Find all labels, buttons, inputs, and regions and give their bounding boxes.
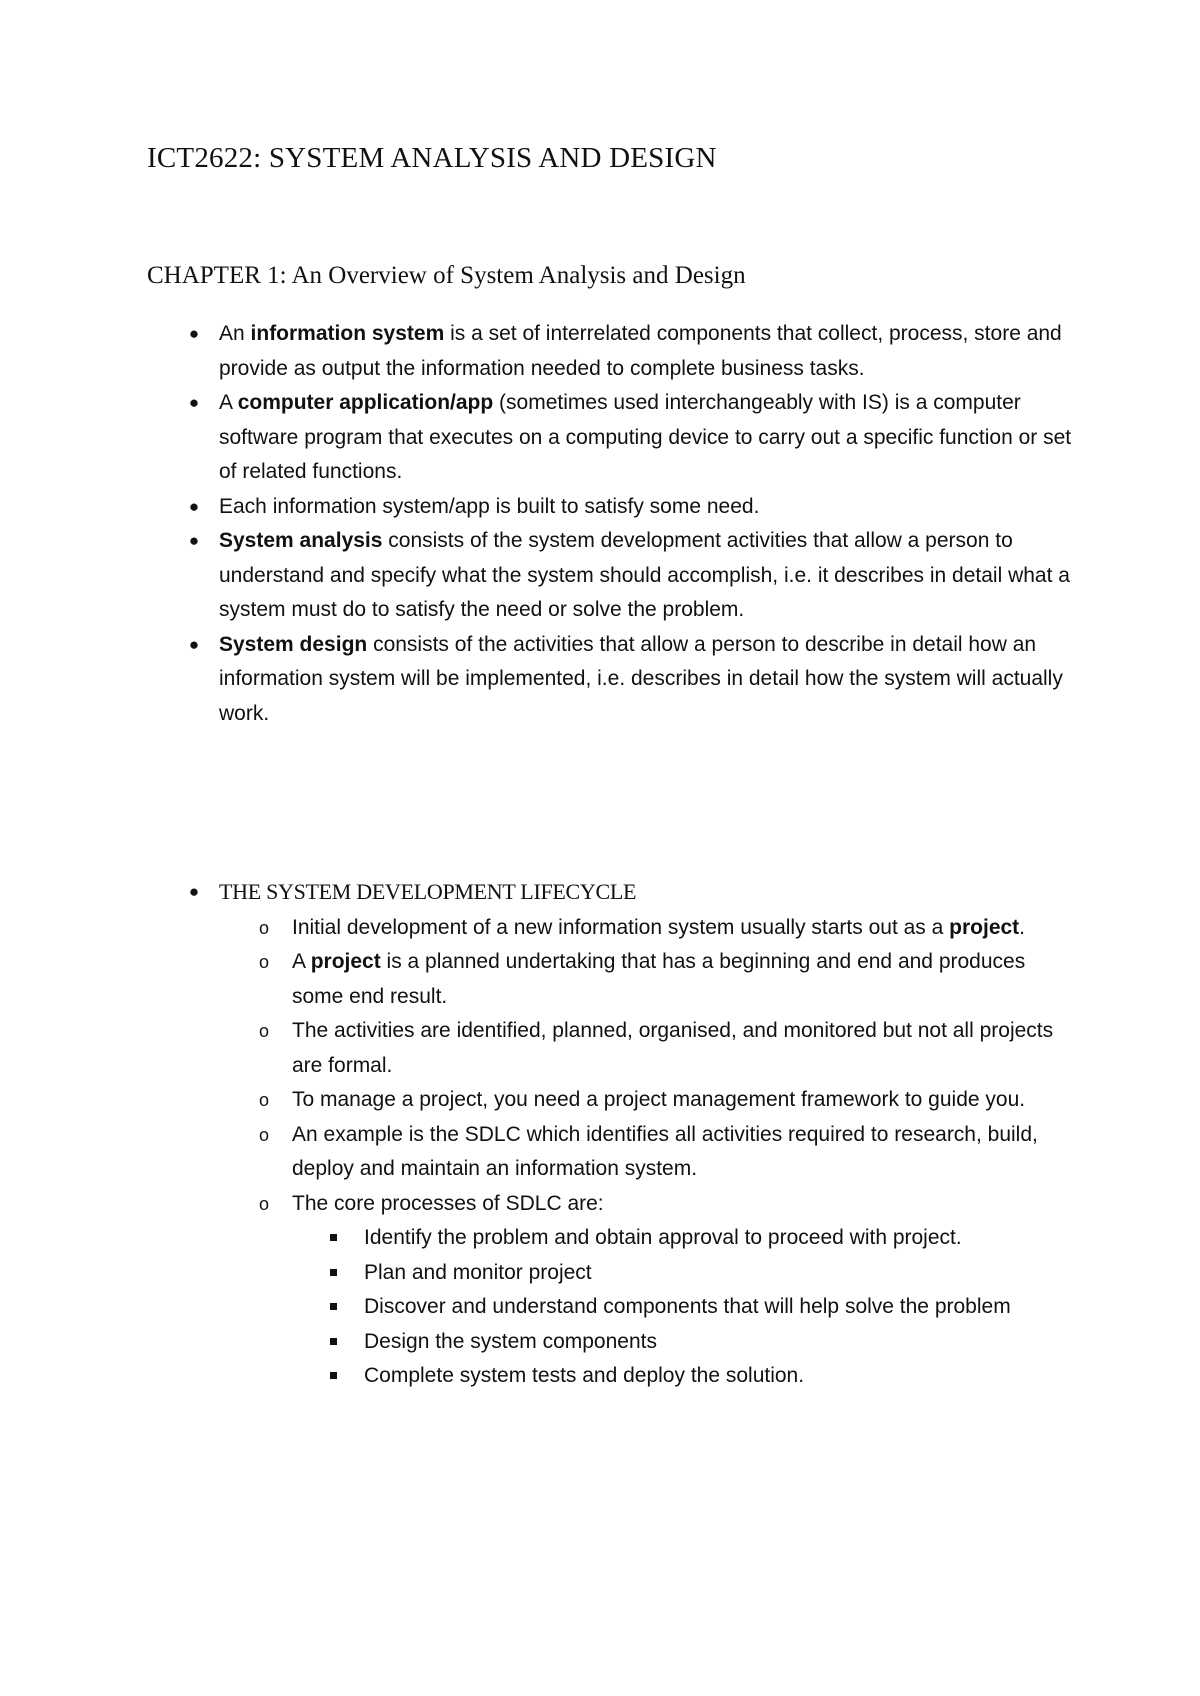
term-project: project: [949, 915, 1020, 939]
sub-list-item: [258, 1014, 1079, 1083]
item-text: The core processes of SDLC are:: [292, 1191, 604, 1215]
sub-list-item: [258, 1118, 1079, 1187]
item-text-post: (sometimes used interchangeably with IS) is a computer software program that executes on a computing device to carry out a specific function or set of related functions.: [219, 391, 1072, 483]
core-process-text: Design the system components: [364, 1329, 657, 1353]
term-project: project: [310, 950, 381, 973]
chapter-heading: CHAPTER 1: An Overview of System Analysis and Design: [147, 262, 746, 289]
list-item-information-system: [188, 317, 1079, 386]
item-text: To manage a project, you need a project management framework to guide you.: [292, 1088, 1026, 1111]
circle-bullet-icon: o: [258, 1124, 269, 1145]
square-bullet-icon: [330, 1269, 337, 1276]
core-process-text: Identify the problem and obtain approval to proceed with project.: [364, 1226, 962, 1249]
bullet-icon: ●: [188, 393, 200, 412]
bullet-icon: ●: [188, 324, 200, 343]
circle-bullet-icon: o: [258, 952, 269, 972]
sub-list-item: [258, 945, 1079, 1014]
sub-list-item: [258, 1187, 1079, 1394]
core-process-text: Complete system tests and deploy the solution.: [364, 1364, 805, 1387]
core-processes-list: [364, 1221, 1079, 1394]
sdlc-section: [188, 875, 1079, 1394]
square-bullet-icon: [330, 1338, 337, 1345]
circle-bullet-icon: o: [258, 1193, 269, 1214]
core-process-item: [364, 1290, 1079, 1325]
circle-bullet-icon: o: [258, 917, 269, 938]
square-bullet-icon: [330, 1372, 337, 1379]
sdlc-sub-list: [258, 911, 1079, 1394]
item-text: The activities are identified, planned, organised, and monitored but not all projects are formal.: [292, 1019, 1054, 1077]
core-process-item: [364, 1221, 1079, 1256]
list-item-satisfy-need: [188, 490, 1079, 525]
definitions-list: [188, 317, 1079, 731]
sdlc-heading: THE SYSTEM DEVELOPMENT LIFECYCLE: [219, 879, 637, 904]
list-item-system-design: [188, 628, 1079, 732]
sub-list-item: [258, 911, 1079, 946]
list-item-system-analysis: [188, 524, 1079, 628]
item-text-pre: An: [219, 322, 251, 345]
item-text-pre: A: [292, 950, 311, 973]
bullet-icon: ●: [188, 634, 200, 654]
term-system-analysis: System analysis: [219, 529, 383, 552]
term-information-system: information system: [250, 322, 445, 345]
item-text-post: is a set of interrelated components that collect, process, store and provide as output the information needed to complete business tasks.: [219, 322, 1062, 380]
square-bullet-icon: [330, 1303, 337, 1310]
circle-bullet-icon: o: [258, 1090, 269, 1110]
document-title: ICT2622: SYSTEM ANALYSIS AND DESIGN: [147, 142, 717, 174]
circle-bullet-icon: o: [258, 1021, 269, 1041]
bullet-icon: ●: [188, 882, 200, 901]
core-process-text: Plan and monitor project: [364, 1260, 592, 1284]
item-text-post: .: [1019, 915, 1026, 939]
item-text-post: consists of the system development activities that allow a person to understand and specify what the system should accomplish, i.e. it describes in detail what a system must do to satisfy the need or solve the problem.: [219, 529, 1070, 621]
bullet-icon: ●: [188, 531, 200, 550]
sdlc-list-item: [188, 875, 1079, 1394]
item-text-pre: Initial development of a new information system usually starts out as a: [292, 915, 950, 939]
term-computer-application: computer application/app: [237, 391, 494, 414]
item-text: Each information system/app is built to satisfy some need.: [219, 494, 760, 518]
item-text-post: is a planned undertaking that has a beginning and end and produces some end result.: [292, 950, 1026, 1008]
bullet-icon: ●: [188, 496, 200, 516]
square-bullet-icon: [330, 1234, 337, 1241]
item-text-pre: A: [219, 391, 238, 414]
core-process-item: [364, 1256, 1079, 1291]
sub-list-item: [258, 1083, 1079, 1118]
list-item-computer-application: [188, 386, 1079, 490]
term-system-design: System design: [219, 632, 368, 656]
item-text-post: consists of the activities that allow a person to describe in detail how an information system will be implemented, i.e. describes in detail how the system will actually work.: [219, 632, 1063, 725]
core-process-item: [364, 1325, 1079, 1360]
core-process-text: Discover and understand components that will help solve the problem: [364, 1295, 1011, 1318]
core-process-item: [364, 1359, 1079, 1394]
item-text: An example is the SDLC which identifies all activities required to research, build, deploy and maintain an information system.: [292, 1122, 1038, 1180]
